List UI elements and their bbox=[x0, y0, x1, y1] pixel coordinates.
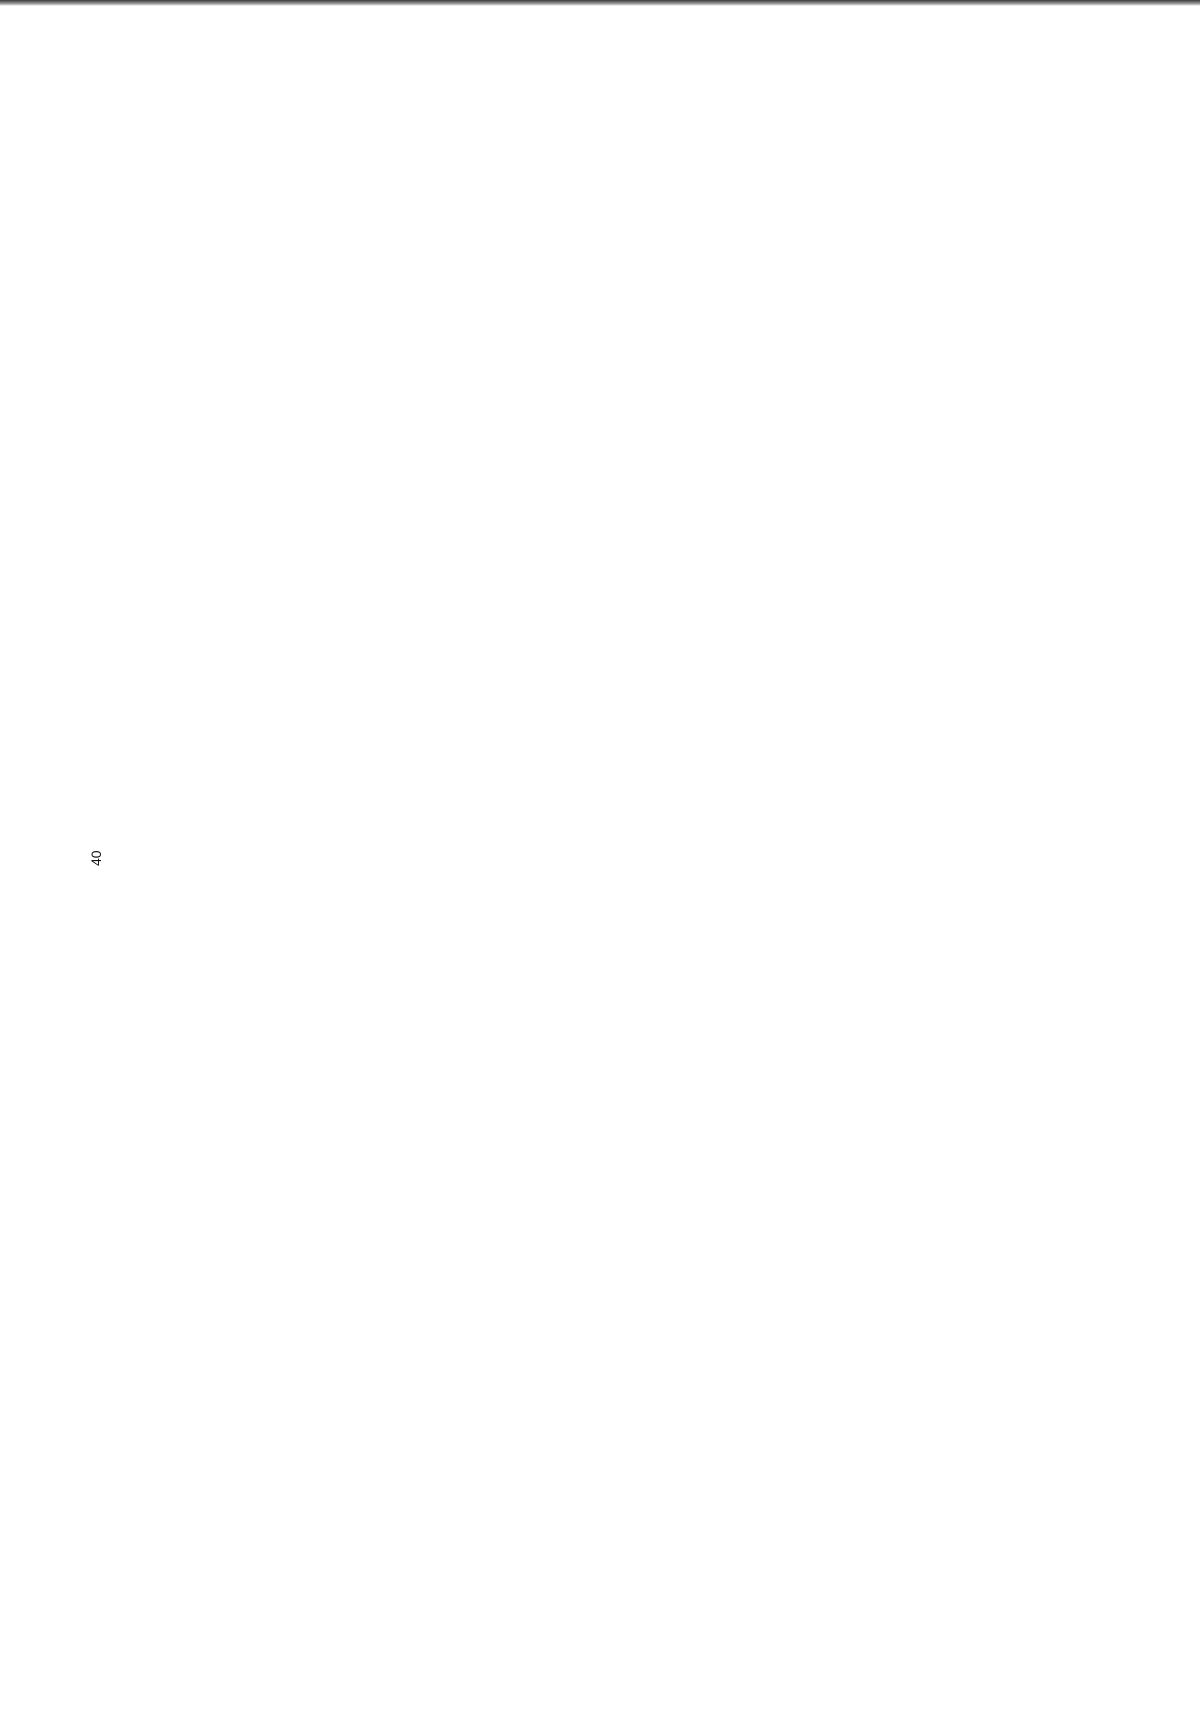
scan-edge bbox=[0, 0, 1200, 6]
page-number: 40 bbox=[88, 850, 104, 866]
